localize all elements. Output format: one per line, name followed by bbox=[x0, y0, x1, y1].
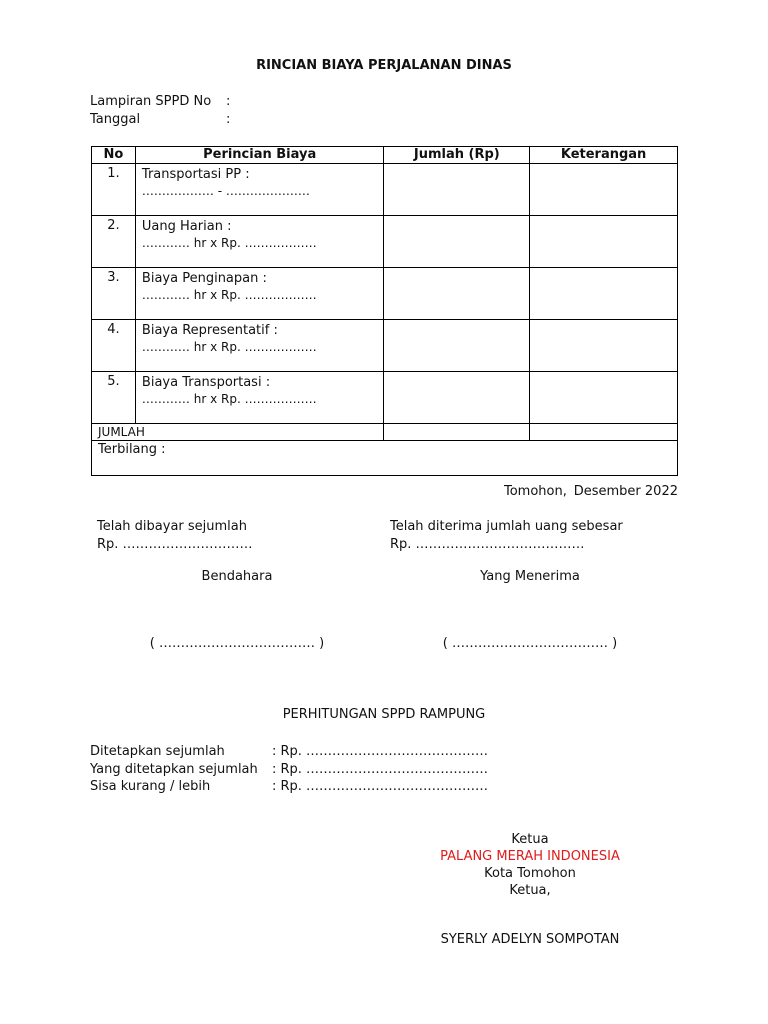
place-text: Tomohon, bbox=[504, 484, 567, 499]
lampiran-colon: : bbox=[226, 94, 231, 109]
calc-label-2: Yang ditetapkan sejumlah bbox=[90, 762, 258, 777]
total-row bbox=[92, 424, 678, 441]
bendahara-signature-line: ( ……………………………… ) bbox=[149, 636, 325, 651]
row-no: 4. bbox=[92, 320, 136, 372]
total-label: JUMLAH bbox=[92, 424, 384, 441]
row-jumlah-cell[interactable] bbox=[384, 216, 530, 268]
cost-table bbox=[91, 146, 678, 476]
table-row bbox=[92, 268, 678, 320]
calc-label-1: Ditetapkan sejumlah bbox=[90, 744, 225, 759]
calc-value-3: : Rp. …………………………………… bbox=[272, 779, 489, 794]
col-header-keterangan: Keterangan bbox=[530, 147, 678, 164]
col-header-perincian: Perincian Biaya bbox=[135, 147, 384, 164]
row-no: 5. bbox=[92, 372, 136, 424]
row-detail: ……………… - ………………… bbox=[141, 184, 310, 198]
table-row bbox=[92, 216, 678, 268]
footer-ketua: Ketua bbox=[511, 832, 549, 847]
received-label: Telah diterima jumlah uang sebesar bbox=[390, 519, 623, 534]
tanggal-colon: : bbox=[226, 112, 231, 127]
row-keterangan-cell[interactable] bbox=[530, 372, 678, 424]
table-header-row bbox=[92, 147, 678, 164]
paid-label: Telah dibayar sejumlah bbox=[97, 519, 248, 534]
row-label: Transportasi PP : bbox=[141, 167, 250, 182]
col-header-jumlah: Jumlah (Rp) bbox=[384, 147, 530, 164]
date-text: Desember 2022 bbox=[573, 484, 678, 499]
table-row bbox=[92, 164, 678, 216]
calc-value-2: : Rp. …………………………………… bbox=[272, 762, 489, 777]
footer-organization: PALANG MERAH INDONESIA bbox=[440, 849, 620, 864]
paid-amount: Rp. ………………………… bbox=[97, 537, 253, 552]
bendahara-role: Bendahara bbox=[201, 569, 273, 584]
row-no: 3. bbox=[92, 268, 136, 320]
calc-label-3: Sisa kurang / lebih bbox=[90, 779, 211, 794]
lampiran-label: Lampiran SPPD No bbox=[90, 94, 212, 109]
row-label: Biaya Representatif : bbox=[141, 323, 278, 338]
footer-signer-name: SYERLY ADELYN SOMPOTAN bbox=[440, 932, 620, 947]
calc-value-1: : Rp. …………………………………… bbox=[272, 744, 489, 759]
row-jumlah-cell[interactable] bbox=[384, 372, 530, 424]
row-label: Uang Harian : bbox=[141, 219, 232, 234]
row-no: 1. bbox=[92, 164, 136, 216]
terbilang-label: Terbilang : bbox=[92, 441, 678, 476]
calc-title: PERHITUNGAN SPPD RAMPUNG bbox=[282, 707, 486, 722]
terbilang-row bbox=[92, 441, 678, 476]
row-detail: ………… hr x Rp. ……………… bbox=[141, 392, 317, 406]
row-desc bbox=[135, 320, 384, 372]
row-desc bbox=[135, 164, 384, 216]
penerima-role: Yang Menerima bbox=[480, 569, 580, 584]
document-title: RINCIAN BIAYA PERJALANAN DINAS bbox=[256, 58, 512, 73]
footer-city: Kota Tomohon bbox=[484, 866, 576, 881]
row-desc bbox=[135, 268, 384, 320]
row-keterangan-cell[interactable] bbox=[530, 216, 678, 268]
row-keterangan-cell[interactable] bbox=[530, 268, 678, 320]
col-header-no: No bbox=[92, 147, 136, 164]
penerima-signature-line: ( ……………………………… ) bbox=[442, 636, 618, 651]
row-desc bbox=[135, 216, 384, 268]
row-jumlah-cell[interactable] bbox=[384, 320, 530, 372]
total-jumlah-cell[interactable] bbox=[384, 424, 530, 441]
row-detail: ………… hr x Rp. ……………… bbox=[141, 340, 317, 354]
row-keterangan-cell[interactable] bbox=[530, 164, 678, 216]
row-detail: ………… hr x Rp. ……………… bbox=[141, 288, 317, 302]
table-row bbox=[92, 320, 678, 372]
row-detail: ………… hr x Rp. ……………… bbox=[141, 236, 317, 250]
tanggal-label: Tanggal bbox=[90, 112, 141, 127]
row-jumlah-cell[interactable] bbox=[384, 268, 530, 320]
total-keterangan-cell[interactable] bbox=[530, 424, 678, 441]
table-row bbox=[92, 372, 678, 424]
row-no: 2. bbox=[92, 216, 136, 268]
row-label: Biaya Penginapan : bbox=[141, 271, 267, 286]
row-jumlah-cell[interactable] bbox=[384, 164, 530, 216]
received-amount: Rp. ………………………………… bbox=[390, 537, 585, 552]
row-label: Biaya Transportasi : bbox=[141, 375, 271, 390]
footer-ketua-title: Ketua, bbox=[509, 883, 551, 898]
row-desc bbox=[135, 372, 384, 424]
row-keterangan-cell[interactable] bbox=[530, 320, 678, 372]
